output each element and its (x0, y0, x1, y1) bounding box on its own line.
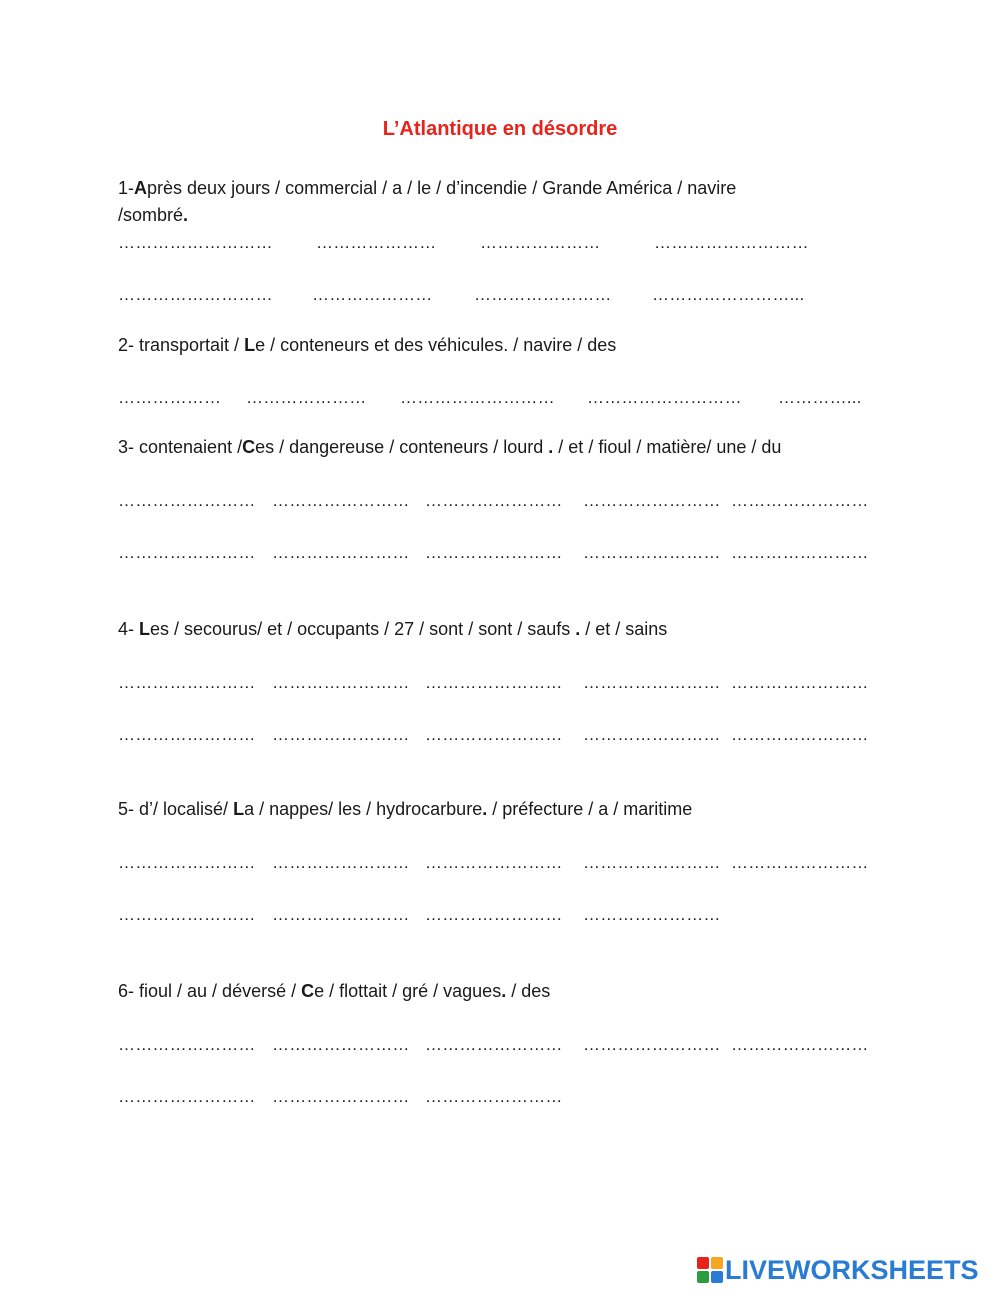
question-1 (118, 178, 736, 199)
q4-text: es / secourus/ et / occupants / 27 / sont / sont / saufs (150, 619, 576, 639)
answer-blank[interactable]: …………………… (583, 853, 721, 872)
answer-blank[interactable]: …………………… (731, 673, 869, 692)
answer-blank[interactable]: …………………… (474, 285, 612, 304)
question-2 (118, 335, 616, 356)
question-5 (118, 799, 692, 820)
answer-blank[interactable]: …………………… (583, 905, 721, 924)
answer-blank[interactable]: ………………… (246, 388, 367, 407)
logo-square-red (697, 1257, 709, 1269)
answer-blank[interactable]: …………………… (272, 543, 410, 562)
answer-blank[interactable]: …………………… (118, 491, 256, 510)
q5-text: a / nappes/ les / hydrocarbure (244, 799, 483, 819)
question-3 (118, 437, 781, 458)
answer-blank[interactable]: …………………… (583, 491, 721, 510)
q1-end-dot: . (183, 205, 189, 225)
answer-blank[interactable]: ………………… (312, 285, 433, 304)
answer-blank[interactable]: ………………… (316, 233, 437, 252)
answer-blank[interactable]: …………………… (731, 725, 869, 744)
logo-square-orange (711, 1257, 723, 1269)
q6-text: e / flottait / gré / vagues (314, 981, 502, 1001)
question-4 (118, 619, 667, 640)
q3-lead-letter: C (242, 437, 256, 457)
answer-blank[interactable]: …………………… (425, 673, 563, 692)
logo-mark-icon (697, 1257, 723, 1283)
answer-blank[interactable]: …………………… (731, 491, 869, 510)
q5-text-end: / préfecture / a / maritime (487, 799, 693, 819)
answer-blank[interactable]: …………………… (272, 491, 410, 510)
answer-blank[interactable]: …………………… (118, 1035, 256, 1054)
logo-square-blue (711, 1271, 723, 1283)
answer-blank[interactable]: …………………… (425, 491, 563, 510)
answer-blank[interactable]: …………………… (583, 725, 721, 744)
answer-blank[interactable]: …………………… (272, 1087, 410, 1106)
answer-blank[interactable]: …………………… (118, 725, 256, 744)
answer-blank[interactable]: …………………… (425, 543, 563, 562)
answer-blank[interactable]: ……………………… (400, 388, 555, 407)
q1-text-line2: /sombré (118, 205, 184, 225)
answer-blank[interactable]: …………………… (272, 1035, 410, 1054)
liveworksheets-logo (697, 1255, 979, 1285)
logo-text: LIVEWORKSHEETS (725, 1254, 979, 1285)
q1-text: près deux jours / commercial / a / le / d’incendie / Grande América / navire (147, 178, 737, 198)
answer-blank[interactable]: ……………………… (118, 285, 273, 304)
q2-text: e / conteneurs et des véhicules. / navire / des (255, 335, 617, 355)
answer-blank[interactable]: ……………………… (118, 233, 273, 252)
answer-blank[interactable]: …………………… (425, 1087, 563, 1106)
q2-lead-letter: L (244, 335, 256, 355)
answer-blank[interactable]: …………………… (118, 543, 256, 562)
q3-text-pre: 3- contenaient / (118, 437, 243, 457)
answer-blank[interactable]: …………………… (425, 853, 563, 872)
answer-blank[interactable]: …………………… (731, 543, 869, 562)
answer-blank[interactable]: …………………… (118, 1087, 256, 1106)
q5-text-pre: 5- d’/ localisé/ (118, 799, 234, 819)
q5-dot: . (482, 799, 488, 819)
question-6 (118, 981, 550, 1002)
answer-blank[interactable]: …………………… (118, 673, 256, 692)
question-1-line-2 (118, 205, 188, 226)
q1-lead-letter: A (134, 178, 148, 198)
answer-blank[interactable]: …………………… (425, 1035, 563, 1054)
q6-lead-letter: C (301, 981, 315, 1001)
q6-dot: . (501, 981, 507, 1001)
q1-number: 1- (118, 178, 135, 198)
answer-blank[interactable]: …………………… (583, 543, 721, 562)
answer-blank[interactable]: …………………… (425, 905, 563, 924)
answer-blank[interactable]: …………………… (425, 725, 563, 744)
answer-blank[interactable]: …………………… (583, 673, 721, 692)
q4-lead-letter: L (139, 619, 151, 639)
answer-blank[interactable]: …………………… (272, 853, 410, 872)
q2-text-pre: 2- transportait / (118, 335, 245, 355)
answer-blank[interactable]: ………………… (480, 233, 601, 252)
answer-blank[interactable]: ……………………… (587, 388, 742, 407)
answer-blank[interactable]: …………………… (118, 853, 256, 872)
answer-blank[interactable]: …………………… (583, 1035, 721, 1054)
answer-blank[interactable]: …………………… (731, 1035, 869, 1054)
q4-text-end: / et / sains (580, 619, 668, 639)
q6-text-end: / des (506, 981, 551, 1001)
q5-lead-letter: L (233, 799, 245, 819)
q3-text-end: / et / fioul / matière/ une / du (553, 437, 782, 457)
answer-blank[interactable]: ……………………… (654, 233, 809, 252)
answer-blank[interactable]: …………………… (731, 853, 869, 872)
q4-text-pre: 4- (118, 619, 140, 639)
worksheet-title: L’Atlantique en désordre (382, 118, 618, 140)
q3-text: es / dangereuse / conteneurs / lourd (255, 437, 549, 457)
answer-blank[interactable]: …………………… (272, 725, 410, 744)
answer-blank[interactable]: …………... (778, 388, 862, 407)
answer-blank[interactable]: …………………… (118, 905, 256, 924)
q6-text-pre: 6- fioul / au / déversé / (118, 981, 302, 1001)
answer-blank[interactable]: …………………… (272, 673, 410, 692)
logo-square-green (697, 1271, 709, 1283)
answer-blank[interactable]: ……………………... (652, 285, 805, 304)
answer-blank[interactable]: …………………… (272, 905, 410, 924)
answer-blank[interactable]: ……………… (118, 388, 222, 407)
q3-dot: . (548, 437, 554, 457)
q4-dot: . (575, 619, 581, 639)
